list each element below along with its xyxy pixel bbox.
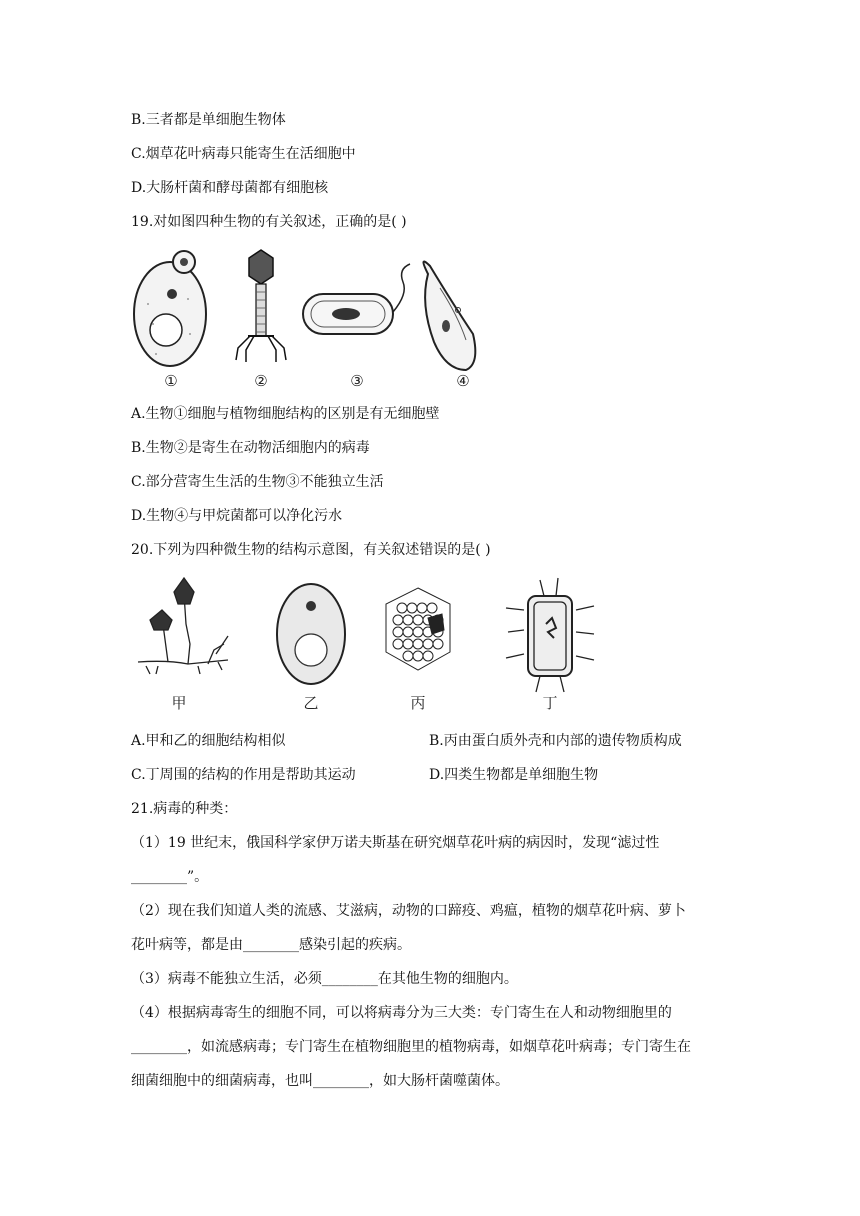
- q19-label-4: ④: [456, 372, 470, 390]
- q19-label-3: ③: [350, 372, 364, 390]
- q19-label-2: ②: [254, 372, 268, 390]
- q19-option-c: C.部分营寄生生活的生物③不能独立生活: [131, 474, 384, 490]
- q20-figure: [128, 574, 598, 714]
- paramecium-drawing: [423, 262, 475, 371]
- q21-stem: 21.病毒的种类：: [131, 801, 238, 817]
- bacterium-drawing: [303, 264, 410, 334]
- q19-label-1: ①: [164, 372, 178, 390]
- q18-option-b: B.三者都是单细胞生物体: [131, 112, 286, 128]
- q20-figure-drawings: [128, 574, 598, 714]
- q20-label-ding: 丁: [542, 694, 558, 712]
- q20-option-b: B.丙由蛋白质外壳和内部的遗传物质构成: [429, 733, 682, 749]
- q19-stem: 19.对如图四种生物的有关叙述，正确的是( ): [131, 214, 407, 230]
- q21-part4-line1: （4）根据病毒寄生的细胞不同，可以将病毒分为三大类：专门寄生在人和动物细胞里的: [131, 1005, 672, 1021]
- q21-part1-line1: （1）19 世纪末，俄国科学家伊万诺夫斯基在研究烟草花叶病的病因时，发现“滤过性: [131, 835, 660, 851]
- mold-drawing: [138, 578, 228, 674]
- virus-drawing: [386, 588, 450, 670]
- q18-option-d: D.大肠杆菌和酵母菌都有细胞核: [131, 180, 329, 196]
- yeast-cell-drawing: [134, 251, 206, 366]
- bacteriophage-drawing: [236, 250, 286, 362]
- q19-figure-drawings: [128, 244, 488, 394]
- q19-option-b: B.生物②是寄生在动物活细胞内的病毒: [131, 440, 370, 456]
- q19-figure: [128, 244, 488, 394]
- q19-option-d: D.生物④与甲烷菌都可以净化污水: [131, 508, 343, 524]
- flagellated-bacterium-drawing: [506, 578, 594, 692]
- q21-part2-line2: 花叶病等，都是由________感染引起的疾病。: [131, 937, 411, 953]
- yeast-drawing-b: [277, 584, 345, 684]
- q18-option-c: C.烟草花叶病毒只能寄生在活细胞中: [131, 146, 356, 162]
- q20-option-a: A.甲和乙的细胞结构相似: [131, 733, 286, 749]
- q21-part2-line1: （2）现在我们知道人类的流感、艾滋病，动物的口蹄疫、鸡瘟，植物的烟草花叶病、萝卜: [131, 903, 686, 919]
- q21-part4-line2: ________，如流感病毒；专门寄生在植物细胞里的植物病毒，如烟草花叶病毒；专门寄生在: [131, 1039, 691, 1055]
- q20-option-c: C.丁周围的结构的作用是帮助其运动: [131, 767, 356, 783]
- q21-part4-line3: 细菌细胞中的细菌病毒，也叫________，如大肠杆菌噬菌体。: [131, 1073, 509, 1089]
- q20-option-d: D.四类生物都是单细胞生物: [429, 767, 599, 783]
- q20-label-bing: 丙: [410, 694, 426, 712]
- q20-label-jia: 甲: [171, 694, 187, 712]
- q20-label-yi: 乙: [303, 694, 319, 712]
- q20-stem: 20.下列为四种微生物的结构示意图，有关叙述错误的是( ): [131, 542, 491, 558]
- q21-part1-line2: ________”。: [131, 869, 209, 885]
- q19-option-a: A.生物①细胞与植物细胞结构的区别是有无细胞壁: [131, 406, 440, 422]
- q21-part3: （3）病毒不能独立生活，必须________在其他生物的细胞内。: [131, 971, 518, 987]
